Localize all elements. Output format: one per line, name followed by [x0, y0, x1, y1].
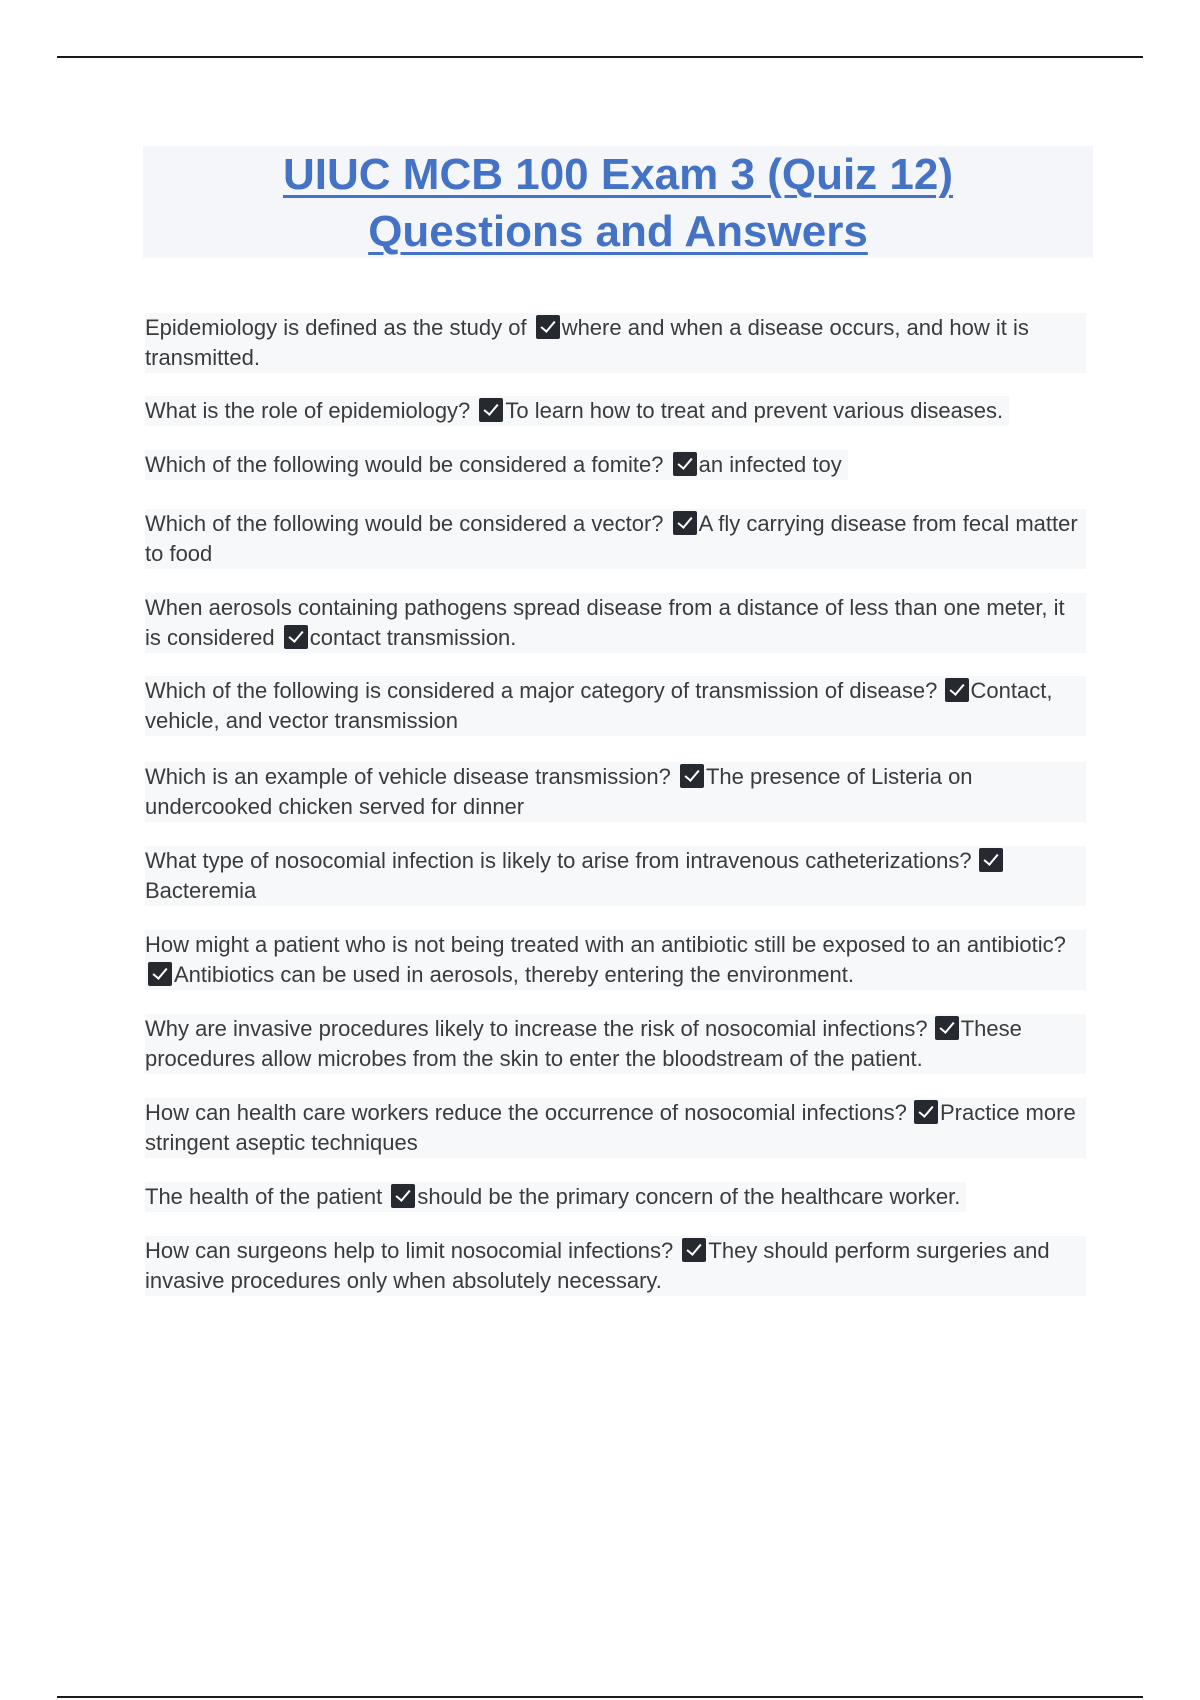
question-text: Why are invasive procedures likely to increase the risk of nosocomial infections? — [145, 1016, 928, 1041]
answer-text: Antibiotics can be used in aerosols, thereby entering the environment. — [174, 962, 854, 987]
qa-item — [145, 313, 1086, 373]
question-text: How might a patient who is not being treated with an antibiotic still be exposed to an antibiotic? — [145, 932, 1066, 957]
qa-item — [145, 1014, 1086, 1074]
qa-item — [145, 1098, 1086, 1158]
question-text: What type of nosocomial infection is likely to arise from intravenous catheterizations? — [145, 848, 972, 873]
question-text: Which of the following would be considered a fomite? — [145, 452, 664, 477]
answer-text: an infected toy — [698, 452, 842, 477]
qa-item — [145, 762, 1086, 822]
checkbox-checked-icon — [680, 764, 704, 788]
checkbox-checked-icon — [673, 511, 697, 535]
answer-text: They should perform surgeries and invasive procedures only when absolutely necessary. — [145, 1238, 1050, 1293]
question-text: Which of the following is considered a major category of transmission of disease? — [145, 678, 938, 703]
answer-text: Bacteremia — [145, 878, 257, 903]
question-text: What is the role of epidemiology? — [145, 398, 471, 423]
qa-item — [145, 1236, 1086, 1296]
title-block — [143, 146, 1093, 258]
top-rule — [57, 56, 1143, 58]
question-text: Epidemiology is defined as the study of — [145, 315, 527, 340]
question-text: When aerosols containing pathogens spread disease from a distance of less than one meter, it is considered — [145, 595, 1065, 650]
bottom-rule — [57, 1696, 1143, 1698]
answer-text: Practice more stringent aseptic techniques — [145, 1100, 1076, 1155]
question-text: The health of the patient — [145, 1184, 383, 1209]
qa-item — [145, 509, 1086, 569]
question-text: Which of the following would be considered a vector? — [145, 511, 664, 536]
checkbox-checked-icon — [945, 678, 969, 702]
question-text: How can health care workers reduce the occurrence of nosocomial infections? — [145, 1100, 907, 1125]
question-text: Which is an example of vehicle disease transmission? — [145, 764, 671, 789]
qa-item — [145, 593, 1086, 653]
checkbox-checked-icon — [682, 1238, 706, 1262]
answer-text: To learn how to treat and prevent various diseases. — [505, 398, 1004, 423]
qa-item — [145, 930, 1086, 990]
answer-text: These procedures allow microbes from the skin to enter the bloodstream of the patient. — [145, 1016, 1022, 1071]
checkbox-checked-icon — [935, 1016, 959, 1040]
answer-text: Contact, vehicle, and vector transmission — [145, 678, 1053, 733]
checkbox-checked-icon — [536, 315, 560, 339]
answer-text: where and when a disease occurs, and how it is transmitted. — [145, 315, 1029, 370]
checkbox-checked-icon — [979, 848, 1003, 872]
answer-text: contact transmission. — [309, 625, 517, 650]
answer-text: The presence of Listeria on undercooked chicken served for dinner — [145, 764, 973, 819]
qa-item — [145, 846, 1086, 906]
question-text: How can surgeons help to limit nosocomial infections? — [145, 1238, 674, 1263]
qa-item — [145, 1182, 966, 1212]
checkbox-checked-icon — [673, 452, 697, 476]
checkbox-checked-icon — [391, 1184, 415, 1208]
page-title-line-2: Questions and Answers — [368, 207, 868, 256]
answer-text: A fly carrying disease from fecal matter to food — [145, 511, 1078, 566]
checkbox-checked-icon — [479, 398, 503, 422]
checkbox-checked-icon — [148, 962, 172, 986]
qa-list — [145, 313, 1090, 1296]
page-title-line-1: UIUC MCB 100 Exam 3 (Quiz 12) — [283, 150, 953, 199]
qa-item — [145, 450, 848, 480]
qa-item — [145, 676, 1086, 736]
checkbox-checked-icon — [914, 1100, 938, 1124]
answer-text: should be the primary concern of the healthcare worker. — [417, 1184, 961, 1209]
qa-item — [145, 396, 1009, 426]
checkbox-checked-icon — [284, 625, 308, 649]
